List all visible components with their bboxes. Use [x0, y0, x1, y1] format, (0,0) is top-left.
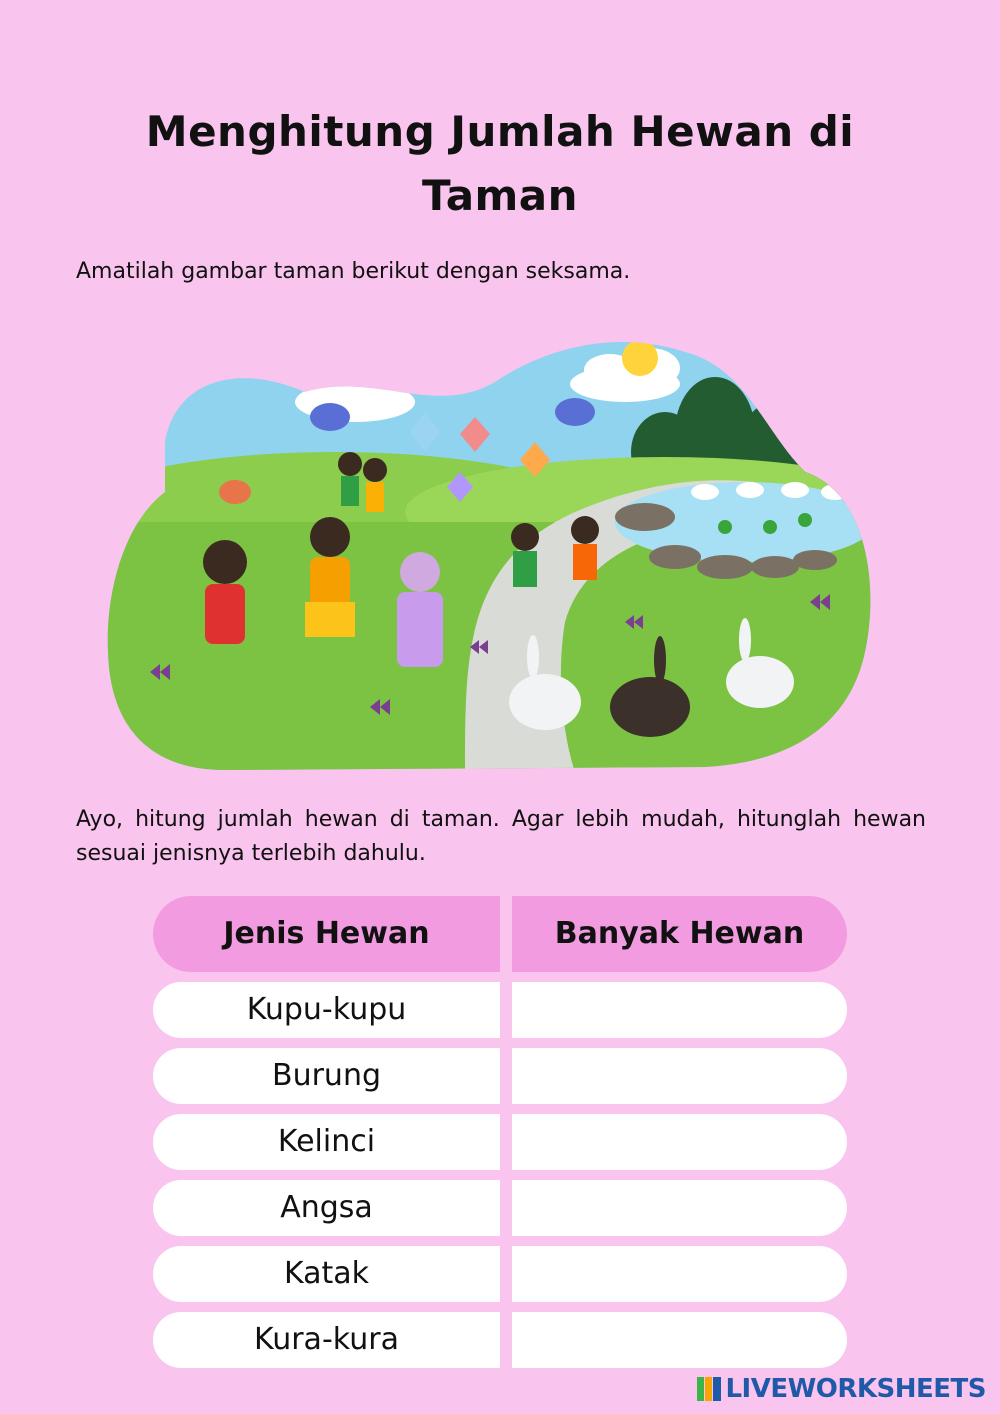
- header-animal-count: Banyak Hewan: [512, 896, 847, 972]
- count-answer-field[interactable]: [512, 982, 847, 1038]
- count-answer-field[interactable]: [512, 1246, 847, 1302]
- page-title: Menghitung Jumlah Hewan di Taman: [145, 107, 855, 220]
- table-row: [153, 1246, 847, 1302]
- instruction-text: Ayo, hitung jumlah hewan di taman. Agar lebih mudah, hitunglah hewan sesuai jenisnya terlebih dahulu.: [76, 807, 926, 866]
- count-answer-field[interactable]: [512, 1312, 847, 1368]
- header-animal-type: Jenis Hewan: [153, 896, 500, 972]
- table-row: [153, 1180, 847, 1236]
- brand-text: LIVEWORKSHEETS: [725, 1374, 986, 1404]
- table-row: [153, 982, 847, 1038]
- animal-name: Kura-kura: [153, 1312, 500, 1368]
- count-answer-field[interactable]: [512, 1114, 847, 1170]
- count-answer-field[interactable]: [512, 1048, 847, 1104]
- liveworksheets-logo: [697, 1373, 986, 1405]
- park-illustration: [105, 322, 875, 772]
- count-answer-field[interactable]: [512, 1180, 847, 1236]
- animal-count-table: [153, 896, 847, 1368]
- animal-name: Katak: [153, 1246, 500, 1302]
- table-row: [153, 1048, 847, 1104]
- table-row: [153, 1114, 847, 1170]
- animal-name: Angsa: [153, 1180, 500, 1236]
- animal-name: Kupu-kupu: [153, 982, 500, 1038]
- table-header: [153, 896, 847, 972]
- table-row: [153, 1312, 847, 1368]
- animal-name: Burung: [153, 1048, 500, 1104]
- intro-text: Amatilah gambar taman berikut dengan seksama.: [76, 259, 631, 284]
- liveworksheets-icon: [697, 1377, 721, 1401]
- animal-name: Kelinci: [153, 1114, 500, 1170]
